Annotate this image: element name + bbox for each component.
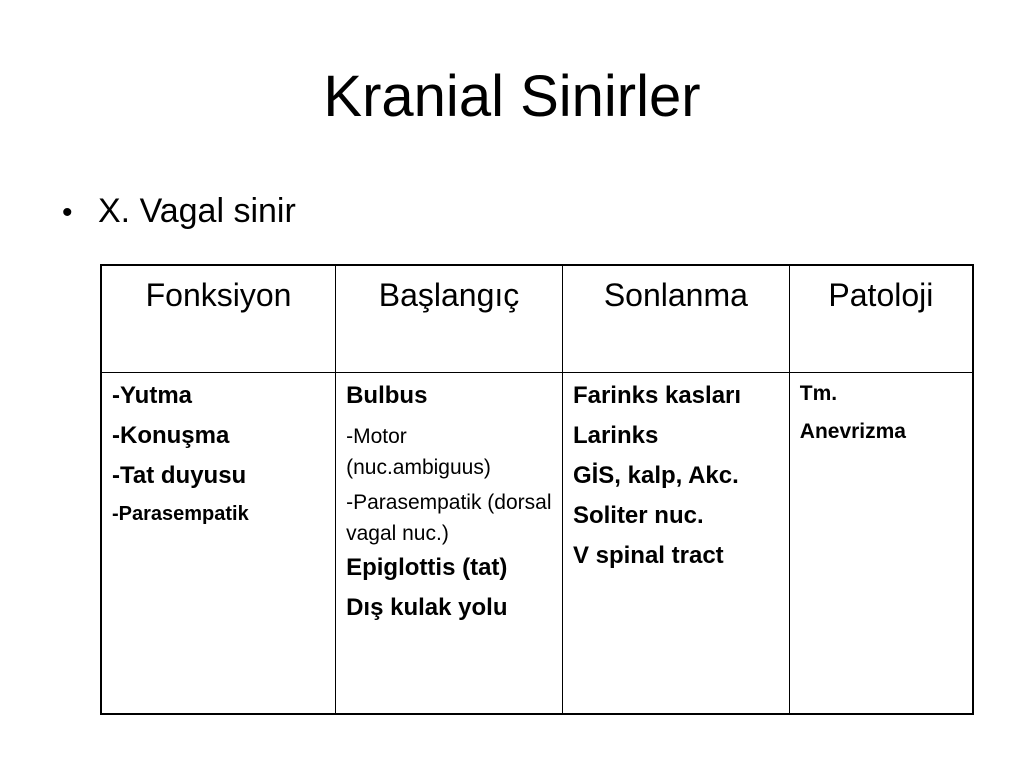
bullet-item: [62, 190, 296, 234]
fonksiyon-item: -Parasempatik: [112, 502, 249, 525]
table-header-row: [101, 265, 973, 372]
baslangic-epiglottis: Epiglottis (tat): [346, 553, 508, 581]
header-baslangic: Başlangıç: [336, 265, 563, 372]
baslangic-parasempatik: -Parasempatik (dorsal vagal nuc.): [346, 490, 552, 545]
baslangic-dis-kulak: Dış kulak yolu: [346, 593, 508, 621]
patoloji-item: Tm.: [799, 381, 838, 405]
table-row: [101, 372, 973, 714]
cell-fonksiyon: [101, 372, 336, 714]
fonksiyon-item: -Tat duyusu: [112, 461, 247, 489]
sonlanma-item: Farinks kasları: [572, 381, 742, 409]
header-patoloji: Patoloji: [789, 265, 973, 372]
baslangic-motor: -Motor (nuc.ambiguus): [346, 424, 491, 479]
fonksiyon-item: -Konuşma: [112, 421, 230, 449]
cell-sonlanma: [562, 372, 789, 714]
sonlanma-item: V spinal tract: [572, 541, 724, 569]
bullet-dot-icon: •: [62, 196, 73, 229]
cell-patoloji: [789, 372, 973, 714]
baslangic-bulbus: Bulbus: [346, 381, 428, 409]
bullet-text: X. Vagal sinir: [98, 192, 296, 230]
cell-baslangic: [336, 372, 563, 714]
slide-title: Kranial Sinirler: [323, 64, 701, 129]
sonlanma-item: Larinks: [572, 421, 659, 449]
sonlanma-item: Soliter nuc.: [572, 501, 704, 529]
patoloji-item: Anevrizma: [799, 419, 906, 443]
cranial-nerve-table: [100, 264, 974, 715]
header-fonksiyon: Fonksiyon: [101, 265, 336, 372]
header-sonlanma: Sonlanma: [562, 265, 789, 372]
sonlanma-item: GİS, kalp, Akc.: [572, 461, 739, 489]
fonksiyon-item: -Yutma: [112, 381, 193, 409]
